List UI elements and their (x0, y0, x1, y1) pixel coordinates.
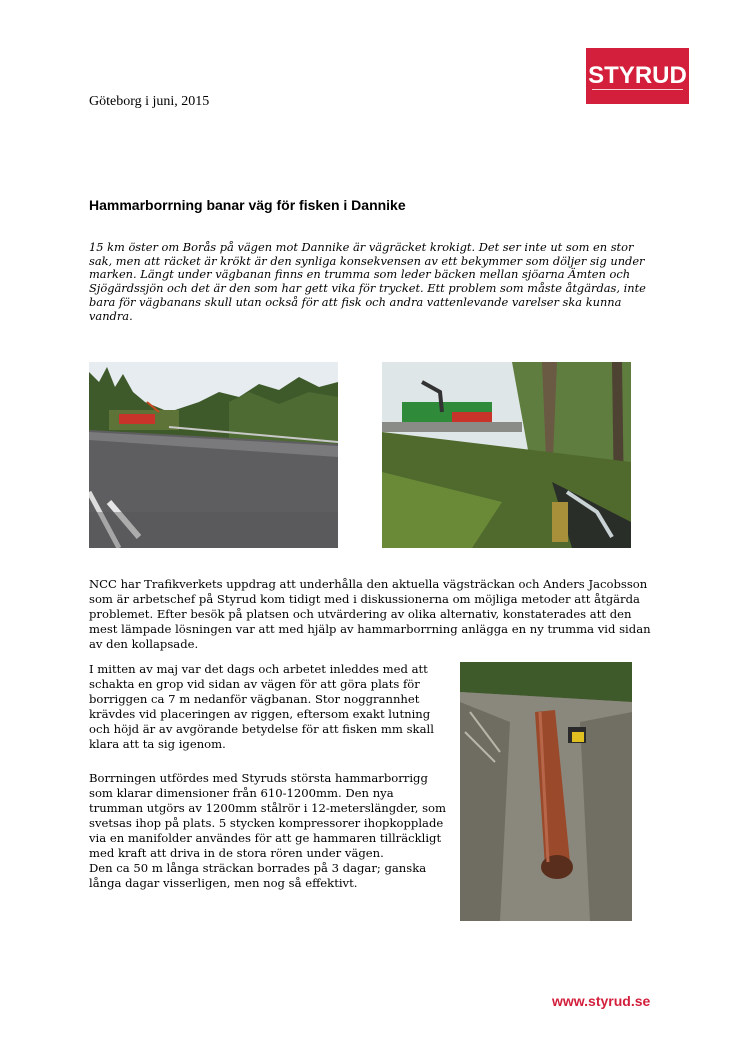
paragraph-1: NCC har Trafikverkets uppdrag att underhålla den aktuella vägsträckan och Anders Jacobsson som är arbetschef på Styrud kom tidigt med i diskussionerna om möjliga metoder att åtgärda problemet. Efter besök på platsen och utvärdering av olika alternativ, konstaterades att den mest lämpade lösningen var att med hjälp av hammarborrning anlägga en ny trumma vid sidan av den kollapsade. (89, 577, 651, 651)
styrud-logo (586, 48, 689, 104)
paragraph-3-block (89, 771, 451, 891)
paragraph-3: Borrningen utfördes med Styruds största hammarborrigg som klarar dimensioner från 610-1200mm. Den nya trumman utgörs av 1200mm stålrör i 12-meterslängder, som svetsas ihop på plats. 5 stycken kompressorer ihopkopplade via en manifolder användes för att ge hammaren tillräckligt med kraft att driva in de stora rören under vägen. (89, 771, 447, 860)
website-link[interactable]: www.styrud.se (552, 993, 651, 1009)
road-photo (89, 362, 338, 548)
dateline: Göteborg i juni, 2015 (89, 94, 210, 109)
intro-paragraph: 15 km öster om Borås på vägen mot Dannike är vägräcket krokigt. Det ser inte ut som en stor sak, men att räcket är krökt är den synliga konsekvensen av ett bekymmer som döljer sig under marken. Längt under vägbanan finns en trumma som leder bäcken mellan sjöarna Ämten och Sjögärdssjön och det är den som har gett vika för trycket. Ett problem som måste åtgärdas, inte bara för vägbanans skull utan också för att fisk och andra vattenlevande varelser ska kunna vandra. (89, 240, 646, 323)
logo-underline (592, 89, 683, 90)
paragraph-4: Den ca 50 m långa sträckan borrades på 3 dagar; ganska långa dagar visserligen, men nog så effektivt. (89, 861, 427, 890)
article-title: Hammarborrning banar väg för fisken i Dannike (89, 197, 406, 213)
creek-photo (382, 362, 631, 548)
pipe-photo (460, 662, 632, 921)
paragraph-2: I mitten av maj var det dags och arbetet inleddes med att schakta en grop vid sidan av vägen för att göra plats för borriggen ca 7 m nedanför vägbanan. Stor noggrannhet krävdes vid placeringen av riggen, eftersom exakt lutning och höjd är av avgörande betydelse för att fisken mm skall klara att ta sig igenom. (89, 662, 434, 751)
logo-text: STYRUD (588, 62, 687, 89)
